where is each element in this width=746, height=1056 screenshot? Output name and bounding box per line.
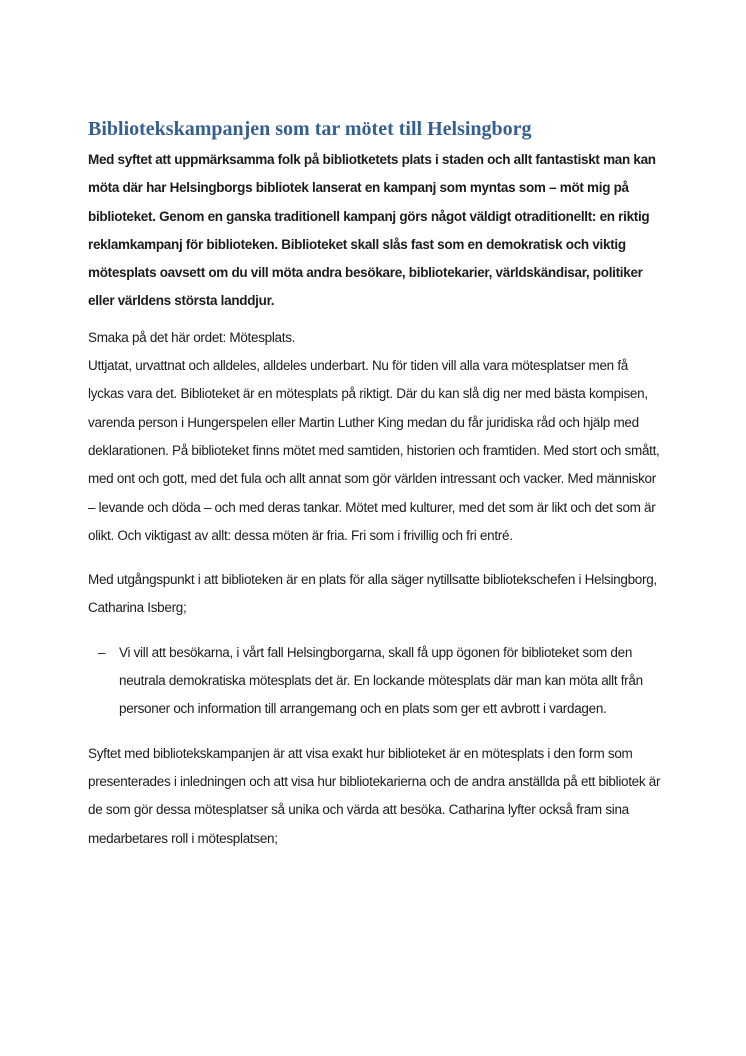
paragraph-taste-the-word: Smaka på det här ordet: Mötesplats.	[88, 329, 296, 345]
document-title: Bibliotekskampanjen som tar mötet till Helsingborg	[88, 118, 532, 140]
paragraph-lead: Med syftet att uppmärksamma folk på bibliotketets plats i staden och allt fantastiskt man kan möta där har Helsingborgs bibliotek lanserat en kampanj som myntas som – möt mig på biblioteket. Genom en ganska traditionell kampanj görs något väldigt otraditionellt: en riktig reklamkampanj för biblioteken. Biblioteket skall slås fast som en demokratisk och viktig mötesplats oavsett om du vill möta andra besökare, bibliotekarier, världskändisar, politiker eller världens största landdjur.	[88, 152, 656, 309]
paragraph-meeting-place: Uttjatat, urvattnat och alldeles, alldeles underbart. Nu för tiden vill alla vara mötesplatser men få lyckas vara det. Biblioteket är en mötesplats på riktigt. Där du kan slå dig ner med bästa kompisen, varenda person i Hungerspelen eller Martin Luther King medan du får juridiska råd och hjälp med deklarationen. På biblioteket finns mötet med samtiden, historien och framtiden. Med stort och smått, med ont och gott, med det fula och allt annat som gör världen intressant och vacker. Med människor – levande och döda – och med deras tankar. Mötet med kulturer, med det som är likt och det som är olikt. Och viktigast av allt: dessa möten är fria. Fri som i frivillig och fri entré.	[88, 358, 660, 543]
quote-text: Vi vill att besökarna, i vårt fall Helsingborgarna, skall få upp ögonen för biblioteket som den neutrala demokratiska mötesplats det är. En lockande mötesplats där man kan möta allt från personer och information till arrangemang och en plats som ger ett avbrott i vardagen.	[119, 644, 643, 717]
paragraph-library-chief-intro: Med utgångspunkt i att biblioteken är en plats för alla säger nytillsatte bibliotekschefen i Helsingborg, Catharina Isberg;	[88, 572, 657, 616]
quote-dash: –	[98, 644, 106, 660]
quote-block	[88, 639, 662, 724]
paragraph-campaign-purpose: Syftet med bibliotekskampanjen är att visa exakt hur biblioteket är en mötesplats i den form som presenterades i inledningen och att visa hur bibliotekarierna och de andra anställda på ett bibliotek är de som gör dessa mötesplatser så unika och värda att besöka. Catharina lyfter också fram sina medarbetares roll i mötesplatsen;	[88, 745, 661, 846]
